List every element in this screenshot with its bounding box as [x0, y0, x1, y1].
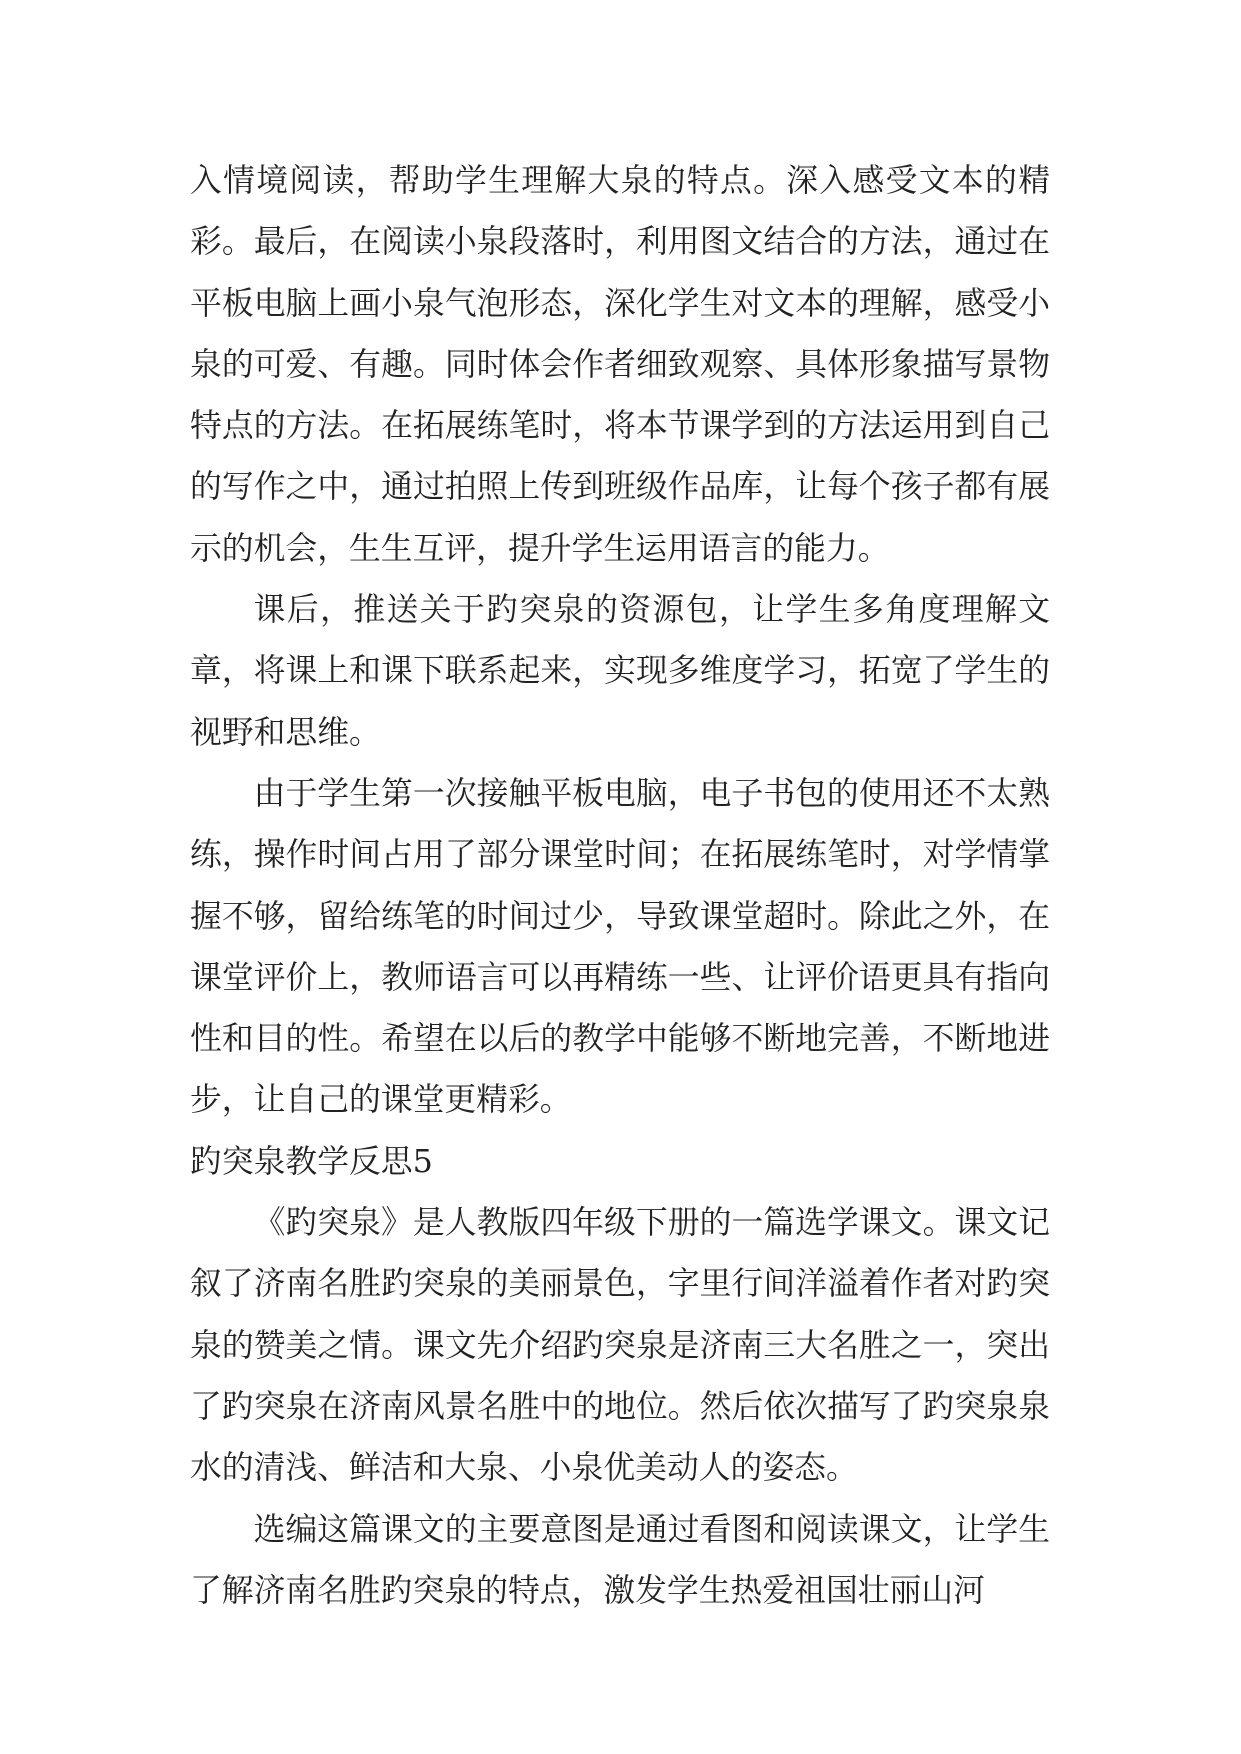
paragraph: 由于学生第一次接触平板电脑，电子书包的使用还不太熟练，操作时间占用了部分课堂时间；在拓展练笔时，对学情掌握不够，留给练笔的时间过少，导致课堂超时。除此之外，在课堂评价上，教师语言可以再精练一些、让评价语更具有指向性和目的性。希望在以后的教学中能够不断地完善，不断地进步，让自己的课堂更精彩。 — [190, 774, 1050, 1119]
paragraph: 课后，推送关于趵突泉的资源包，让学生多角度理解文章，将课上和课下联系起来，实现多维度学习，拓宽了学生的视野和思维。 — [190, 591, 1050, 751]
paragraph: 入情境阅读，帮助学生理解大泉的特点。深入感受文本的精彩。最后，在阅读小泉段落时，利用图文结合的方法，通过在平板电脑上画小泉气泡形态，深化学生对文本的理解，感受小泉的可爱、有趣。同时体会作者细致观察、具体形象描写景物特点的方法。在拓展练笔时，将本节课学到的方法运用到自己的写作之中，通过拍照上传到班级作品库，让每个孩子都有展示的机会，生生互评，提升学生运用语言的能力。 — [190, 162, 1050, 567]
paragraph: 选编这篇课文的主要意图是通过看图和阅读课文，让学生了解济南名胜趵突泉的特点，激发学生热爱祖国壮丽山河 — [190, 1510, 1050, 1609]
document-page — [190, 150, 1050, 1621]
paragraph: 《趵突泉》是人教版四年级下册的一篇选学课文。课文记叙了济南名胜趵突泉的美丽景色，字里行间洋溢着作者对趵突泉的赞美之情。课文先介绍趵突泉是济南三大名胜之一，突出了趵突泉在济南风景名胜中的地位。然后依次描写了趵突泉泉水的清浅、鲜洁和大泉、小泉优美动人的姿态。 — [190, 1204, 1050, 1487]
section-heading: 趵突泉教学反思5 — [190, 1142, 433, 1180]
